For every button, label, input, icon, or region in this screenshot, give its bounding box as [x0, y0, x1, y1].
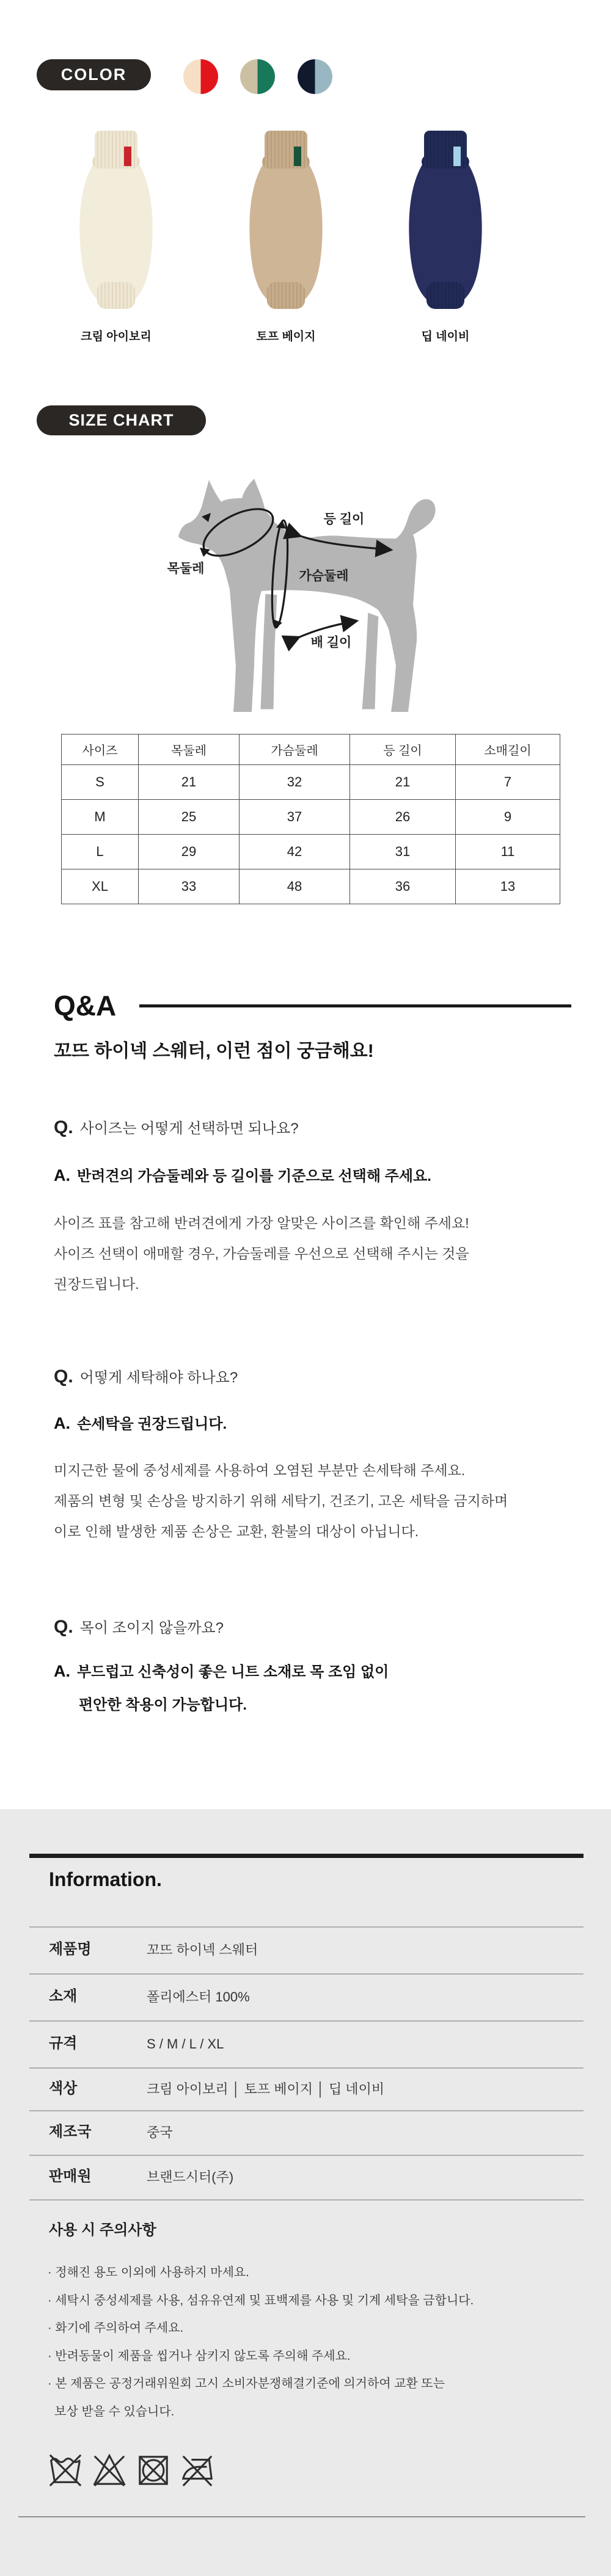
size-cell: M — [62, 800, 139, 835]
caution-item: 보상 받을 수 있습니다. — [48, 2404, 175, 2418]
sweater-collar-fold — [92, 155, 140, 169]
a-prefix: A. — [54, 1166, 70, 1185]
value-cell: 11 — [456, 835, 560, 869]
do-not-iron-icon — [180, 2451, 215, 2490]
body-line: 사이즈 표를 참고해 반려견에게 가장 알맞은 사이즈를 확인해 주세요! — [54, 1215, 469, 1231]
body-line: 미지근한 물에 중성세제를 사용하여 오염된 부분만 손세탁해 주세요. — [54, 1462, 466, 1478]
answer-text: 부드럽고 신축성이 좋은 니트 소재로 목 조임 없이 — [77, 1664, 389, 1680]
dog-silhouette — [178, 479, 436, 712]
a-prefix: A. — [54, 1414, 70, 1432]
value-cell: 37 — [240, 800, 350, 835]
col-header-neck: 목둘레 — [139, 735, 240, 765]
do-not-bleach-icon — [92, 2451, 127, 2490]
info-divider — [29, 1926, 584, 1928]
product-image-cream-ivory — [70, 129, 162, 313]
color-swatch-deep-navy — [298, 59, 332, 94]
size-diagram — [0, 464, 611, 714]
col-header-back: 등 길이 — [350, 735, 456, 765]
sweater-body — [249, 164, 322, 300]
product-label: 토프 베이지 — [256, 330, 316, 343]
sweater-hem — [267, 282, 305, 309]
info-row-label: 규격 — [49, 2035, 78, 2052]
answer-text: 손세탁을 권장드립니다. — [77, 1416, 227, 1432]
color-swatch-cream-ivory — [183, 59, 218, 94]
size-table-header-row — [62, 735, 560, 765]
value-cell: 29 — [139, 835, 240, 869]
answer-text: 반려견의 가슴둘레와 등 길이를 기준으로 선택해 주세요. — [77, 1168, 431, 1185]
qna-title-rule — [139, 1004, 571, 1007]
qna-body-1 — [54, 1208, 469, 1299]
belly-length-label: 배 길이 — [310, 636, 352, 650]
col-header-sleeve: 소매길이 — [456, 735, 560, 765]
value-cell: 25 — [139, 800, 240, 835]
size-cell: XL — [62, 869, 139, 904]
qna-question-3 — [54, 1616, 224, 1638]
body-line: 사이즈 선택이 애매할 경우, 가슴둘레를 우선으로 선택해 주시는 것을 — [54, 1246, 469, 1261]
size-chart-badge — [37, 405, 206, 435]
info-divider — [29, 2110, 584, 2111]
caution-item: · 반려동물이 제품을 씹거나 삼키지 않도록 주의해 주세요. — [48, 2349, 351, 2363]
value-cell: 31 — [350, 835, 456, 869]
q-prefix: Q. — [54, 1366, 73, 1387]
info-divider — [29, 2067, 584, 2069]
value-cell: 13 — [456, 869, 560, 904]
product-image-taupe-beige — [240, 129, 332, 313]
body-line: 권장드립니다. — [54, 1276, 139, 1292]
q-prefix: Q. — [54, 1617, 73, 1637]
info-divider — [29, 2199, 584, 2200]
body-line: 이로 인해 발생한 제품 손상은 교환, 환불의 대상이 아닙니다. — [54, 1523, 419, 1539]
neck-girth-label: 목둘레 — [167, 562, 205, 576]
info-divider — [29, 1973, 584, 1975]
qna-question-1 — [54, 1116, 299, 1138]
caution-item: · 화기에 주의하여 주세요. — [48, 2321, 184, 2335]
info-row-label: 제조국 — [49, 2124, 92, 2140]
sweater-hem — [97, 282, 135, 309]
value-cell: 42 — [240, 835, 350, 869]
caution-item: · 정해진 용도 이외에 사용하지 마세요. — [48, 2266, 249, 2279]
chest-girth-label: 가슴둘레 — [299, 569, 349, 583]
sweater-body — [409, 164, 481, 300]
info-row-label: 소재 — [49, 1988, 78, 2005]
info-row-value: 꼬뜨 하이넥 스웨터 — [147, 1942, 258, 1957]
qna-answer-1 — [54, 1164, 431, 1185]
value-cell: 32 — [240, 765, 350, 800]
information-top-rule — [29, 1854, 584, 1858]
question-text: 목이 조이지 않을까요? — [79, 1620, 224, 1636]
do-not-tumble-dry-icon — [136, 2451, 171, 2490]
sweater-collar-fold — [422, 155, 469, 169]
qna-title: Q&A — [54, 990, 117, 1021]
caution-title: 사용 시 주의사항 — [49, 2222, 156, 2238]
size-chart-badge-label: SIZE CHART — [68, 411, 174, 429]
question-text: 사이즈는 어떻게 선택하면 되나요? — [79, 1120, 299, 1137]
info-row-value: 크림 아이보리 │ 토프 베이지 │ 딥 네이비 — [147, 2081, 385, 2097]
product-label: 딥 네이비 — [421, 330, 470, 343]
caution-item: · 본 제품은 공정거래위원회 고시 소비자분쟁해결기준에 의거하여 교환 또는 — [48, 2377, 445, 2390]
table-row — [62, 800, 560, 835]
answer-text-line2: 편안한 착용이 가능합니다. — [79, 1697, 247, 1713]
value-cell: 26 — [350, 800, 456, 835]
caution-item: · 세탁시 중성세제를 사용, 섬유유연제 및 표백제를 사용 및 기계 세탁을 금합니다. — [48, 2293, 474, 2307]
table-row — [62, 835, 560, 869]
size-cell: L — [62, 835, 139, 869]
dog-far-rear-leg — [360, 611, 380, 711]
neck-loop-arrowhead-bottom — [200, 548, 210, 557]
a-prefix: A. — [54, 1662, 70, 1680]
product-image-deep-navy — [400, 129, 491, 313]
value-cell: 36 — [350, 869, 456, 904]
info-row-label: 제품명 — [49, 1941, 92, 1957]
back-length-label: 등 길이 — [323, 512, 365, 526]
product-label: 크림 아이보리 — [81, 330, 152, 343]
size-cell: S — [62, 765, 139, 800]
sweater-collar-fold — [262, 155, 310, 169]
color-badge-label: COLOR — [60, 65, 127, 84]
size-table — [61, 734, 560, 904]
table-row — [62, 765, 560, 800]
col-header-chest: 가슴둘레 — [240, 735, 350, 765]
body-line: 제품의 변형 및 손상을 방지하기 위해 세탁기, 건조기, 고온 세탁을 금지하며 — [54, 1493, 508, 1509]
table-row — [62, 869, 560, 904]
sweater-tag — [124, 147, 131, 166]
col-header-size: 사이즈 — [62, 735, 139, 765]
color-swatch-taupe-beige — [240, 59, 275, 94]
info-row-value: 중국 — [147, 2125, 173, 2140]
information-title: Information. — [49, 1868, 162, 1890]
caution-list — [48, 2259, 474, 2426]
bottom-divider — [18, 2516, 585, 2517]
sweater-body — [79, 164, 152, 300]
info-divider — [29, 2155, 584, 2156]
sweater-tag — [453, 147, 461, 166]
dog-far-front-leg — [259, 592, 279, 711]
value-cell: 9 — [456, 800, 560, 835]
do-not-wash-icon — [48, 2451, 83, 2490]
info-row-label: 색상 — [49, 2080, 78, 2097]
info-row-value: S / M / L / XL — [147, 2036, 224, 2052]
sweater-hem — [426, 282, 464, 309]
value-cell: 7 — [456, 765, 560, 800]
qna-body-2 — [54, 1455, 508, 1547]
qna-question-2 — [54, 1365, 238, 1387]
question-text: 어떻게 세탁해야 하나요? — [79, 1370, 238, 1386]
sweater-tag — [294, 147, 301, 166]
info-row-value: 브랜드시터(주) — [147, 2169, 234, 2185]
value-cell: 33 — [139, 869, 240, 904]
info-row-value: 폴리에스터 100% — [147, 1989, 250, 2005]
color-badge — [37, 59, 151, 90]
qna-answer-2 — [54, 1412, 227, 1433]
value-cell: 21 — [139, 765, 240, 800]
info-divider — [29, 2020, 584, 2022]
info-row-label: 판매원 — [49, 2168, 92, 2185]
qna-subtitle: 꼬뜨 하이넥 스웨터, 이런 점이 궁금해요! — [54, 1041, 374, 1061]
qna-answer-3 — [54, 1660, 389, 1681]
value-cell: 48 — [240, 869, 350, 904]
q-prefix: Q. — [54, 1117, 73, 1137]
value-cell: 21 — [350, 765, 456, 800]
